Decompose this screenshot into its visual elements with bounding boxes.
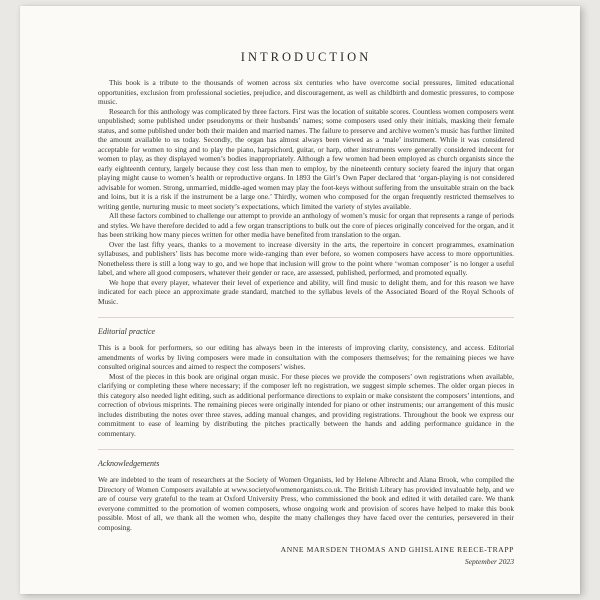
intro-paragraph-1: This book is a tribute to the thousands of women across six centuries who have overcome social pressures, limited educational opportunities, exclusion from professional societies, prejudice, and discouragement, as well as childbirth and domestic pressures, to compose music. [98, 78, 514, 106]
section-heading-acknowledgements: Acknowledgements [98, 459, 160, 468]
intro-paragraph-2: Research for this anthology was complicated by three factors. First was the location of suitable scores. Countless women composers went unpublished; some published under pseudonyms or their husbands’ names; some composers used only their initials, masking their female status, and some published under both their maiden and married names. The failure to preserve and archive women’s music has further limited the amount available to us today. Secondly, the organ has almost always been viewed as a ‘male’ instrument. While it was considered acceptable for women to sing and to play the piano, harpsichord, guitar, or harp, other instruments were generally considered indecent for women to play, as they displayed women’s bodies inappropriately. Although a few women had been employed as church organists since the early eighteenth century, largely because they cost less than men to employ, by the nineteenth century society feared the injury that organ playing might cause to women’s health or reproductive organs. In 1893 the Girl’s Own Paper declared that ‘organ-playing is not considered advisable for women. Strong, unmarried, middle-aged women may play the foot-keys without suffering from the unsuitable strain on the back and loins, but it is a risk if the instrument be a large one.’ Thirdly, women who composed for the organ frequently restricted themselves to writing gentle, nurturing music to meet society’s expectations, which limited the variety of styles available. [98, 106, 514, 211]
section-divider [98, 317, 514, 318]
section-divider [98, 449, 514, 450]
signature-block [98, 545, 514, 566]
publication-date: September 2023 [464, 556, 514, 566]
book-page [20, 6, 580, 594]
intro-paragraph-5: We hope that every player, whatever their level of experience and ability, will find music to delight them, and for this reason we have indicated for each piece an approximate grade standard, matched to the syllabus levels of the Associated Board of the Royal Schools of Music. [98, 277, 514, 306]
section-heading-editorial-practice: Editorial practice [98, 327, 156, 336]
acknowledgements-paragraph: We are indebted to the team of researchers at the Society of Women Organists, led by Helene Albrecht and Alana Brook, who compiled the Directory of Women Composers available at www.societyofwomenorganists.co.uk. The British Library has provided invaluable help, and we are of course very grateful to the team at Oxford University Press, who commissioned the book and edited it with detailed care. We thank everyone committed to the promotion of women composers, whose ongoing work and provision of scores have helped to make this book possible. Most of all, we thank all the women who, despite the many challenges they have faced over the centuries, persevered in their composing. [98, 475, 514, 532]
editorial-paragraph-1: This is a book for performers, so our editing has always been in the interests of improving clarity, consistency, and access. Editorial amendments of works by living composers were made in consultation with the composers themselves; for the remaining pieces we have consulted original sources and aimed to respect the composers’ wishes. [98, 343, 514, 371]
intro-paragraph-4: Over the last fifty years, thanks to a movement to increase diversity in the arts, the repertoire in concert programmes, examination syllabuses, and publishers’ lists has become more wide-ranging than ever before, so women composers have access to more opportunities. Nonetheless there is still a long way to go, and we hope that inclusion will grow to the point where ‘woman composer’ is no longer a useful label, and where all good composers, whatever their gender or race, are assessed, published, performed, and promoted equally. [98, 239, 514, 277]
intro-paragraph-3: All these factors combined to challenge our attempt to provide an anthology of women’s music for organ that represents a range of periods and styles. We have therefore decided to add a few organ transcriptions to bulk out the core of pieces originally conceived for the organ, and it has been striking how many pieces written for other media have benefited from translation to the organ. [98, 211, 514, 239]
author-signature: ANNE MARSDEN THOMAS AND GHISLAINE REECE-TRAPP [280, 545, 514, 554]
editorial-paragraph-2: Most of the pieces in this book are original organ music. For these pieces we provide the composers’ own registrations when available, clarifying or completing these where necessary; if the composer left no registration, we suggest simple schemes. The older organ pieces in this category also needed light editing, such as additional performance directions to explain or make consistent the composers’ intentions, and correction of obvious misprints. The remaining pieces were originally intended for piano or other instruments; our arrangement of this music includes distributing the notes over three staves, adding manual changes, and providing registrations. Throughout the book we express our commitment to ease of learning by distributing the pitches practically between the hands and adding performance guidance in the commentary. [98, 371, 514, 438]
page-title: INTRODUCTION [240, 50, 372, 64]
